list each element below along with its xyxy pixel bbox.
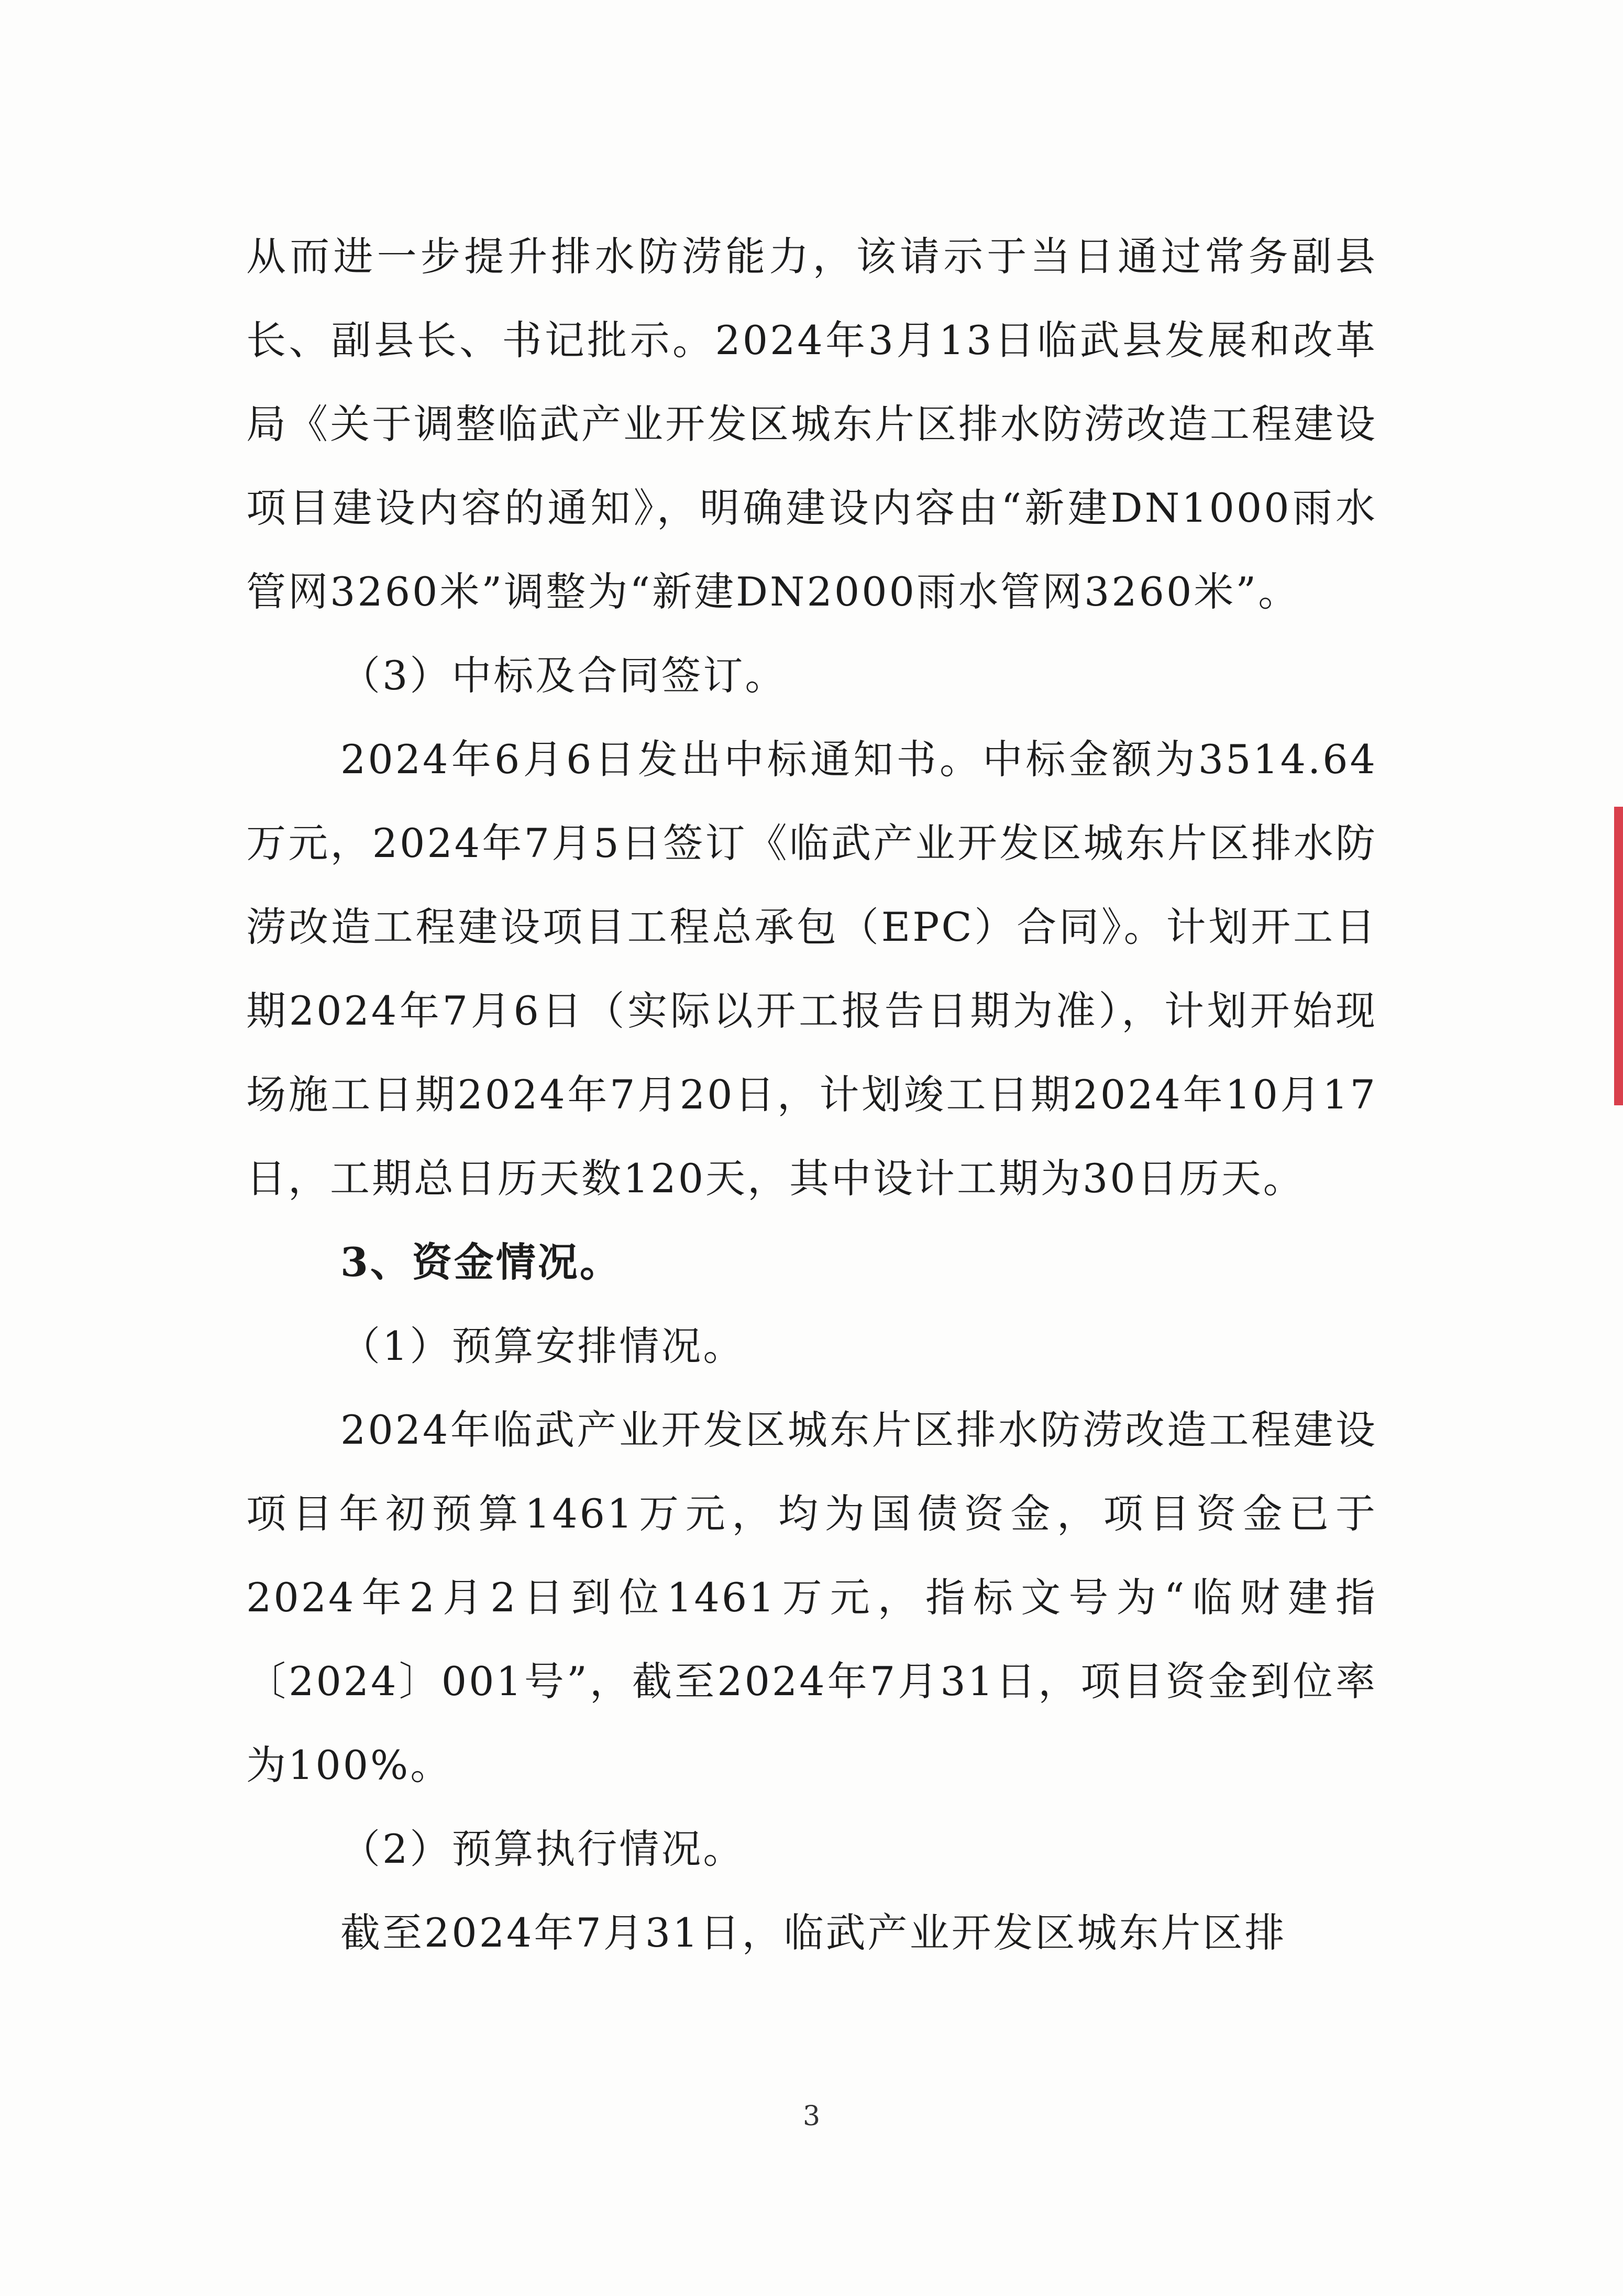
subheading-budget-arrangement: （1）预算安排情况。 [340,1323,745,1369]
paragraph-bid-contract: 2024年6月6日发出中标通知书。中标金额为3514.64万元，2024年7月5日签订《临武产业开发区城东片区排水防涝改造工程建设项目工程总承包（EPC）合同》。计划开工日期2024年7月6日（实际以开工报告日期为准），计划开始现场施工日期2024年7月20日，计划竣工日期2024年10月17日，工期总日历天数120天，其中设计工期为30日历天。 [246,736,1377,1202]
stamp-edge-mark [1614,807,1623,1105]
paragraph-budget-arrangement: 2024年临武产业开发区城东片区排水防涝改造工程建设项目年初预算1461万元，均为国债资金，项目资金已于2024年2月2日到位1461万元，指标文号为“临财建指〔2024〕001号”，截至2024年7月31日，项目资金到位率为100%。 [246,1407,1377,1788]
section-heading-funding: 3、资金情况。 [340,1239,622,1286]
subheading-budget-execution: （2）预算执行情况。 [340,1826,745,1872]
paragraph-budget-execution: 截至2024年7月31日，临武产业开发区城东片区排 [340,1909,1287,1956]
paragraph-continuation: 从而进一步提升排水防涝能力，该请示于当日通过常务副县长、副县长、书记批示。2024年3月13日临武县发展和改革局《关于调整临武产业开发区城东片区排水防涝改造工程建设项目建设内容的通知》，明确建设内容由“新建DN1000雨水管网3260米”调整为“新建DN2000雨水管网3260米”。 [246,233,1377,615]
document-body [246,215,1377,1975]
page-number: 3 [802,2101,821,2132]
subheading-bid-contract: （3）中标及合同签订。 [340,652,787,699]
